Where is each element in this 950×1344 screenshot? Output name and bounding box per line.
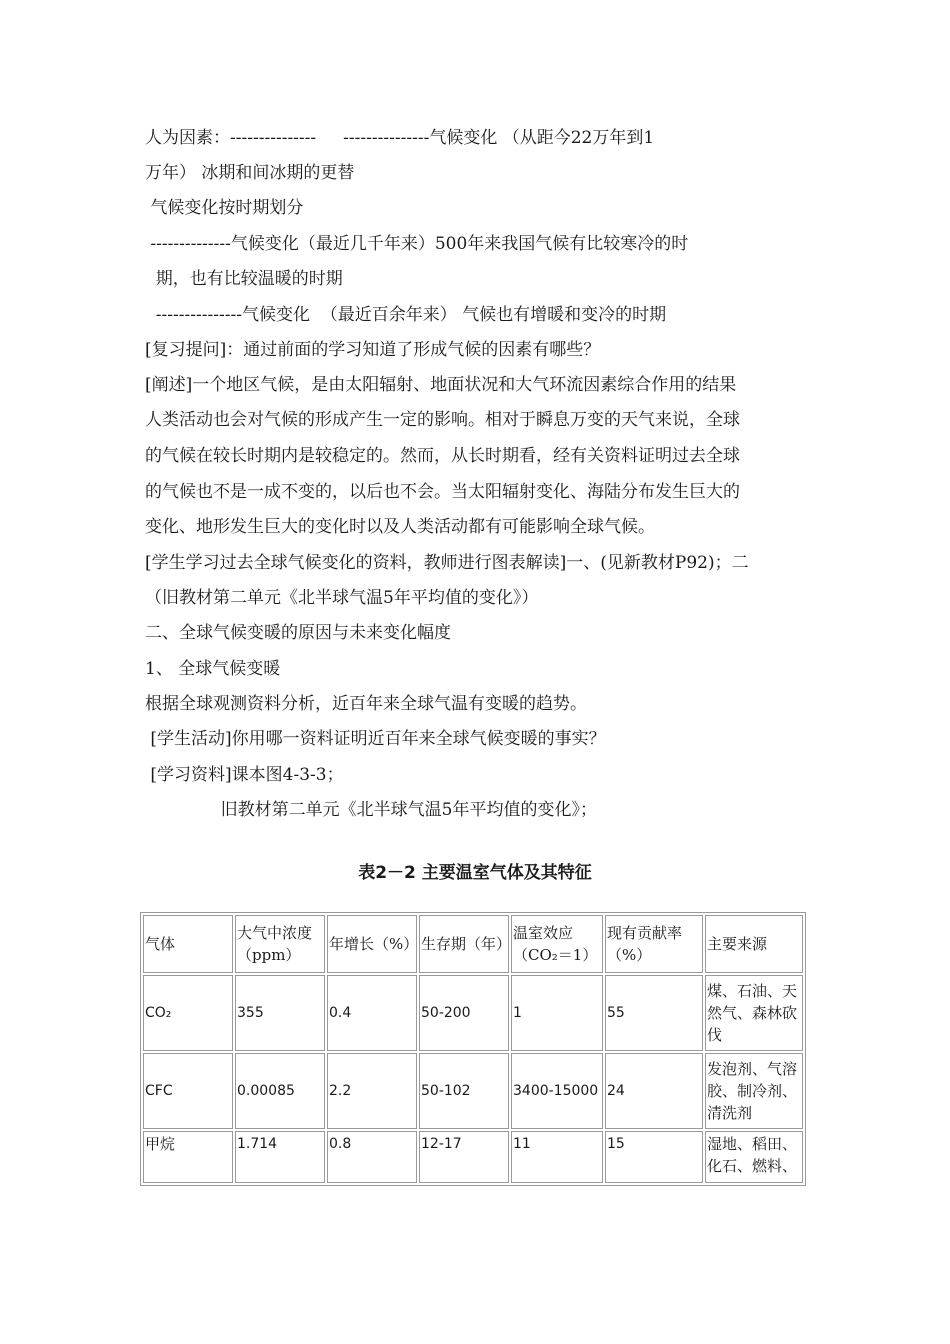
header-cell: 主要来源 (705, 915, 803, 973)
text-line: 变化、地形发生巨大的变化时以及人类活动都有可能影响全球气候。 (145, 517, 655, 537)
greenhouse-gas-table (140, 912, 806, 1186)
table-cell: CO₂ (143, 975, 233, 1051)
table-cell: 50-102 (419, 1053, 509, 1129)
text-line: 期，也有比较温暖的时期 (145, 269, 343, 289)
table-cell: 55 (605, 975, 703, 1051)
text-line: [学生学习过去全球气候变化的资料，教师进行图表解读]一、(见新教材P92)；二 (145, 553, 749, 573)
table-cell: 甲烷 (143, 1131, 233, 1183)
text-line: 气候变化按时期划分 (145, 198, 304, 218)
table-cell: 11 (511, 1131, 603, 1183)
section-heading: 二、全球气候变暖的原因与未来变化幅度 (145, 623, 451, 643)
text-line: ---------------气候变化 （最近百余年来） 气候也有增暖和变冷的时期 (145, 305, 667, 325)
text-line: 的气候也不是一成不变的，以后也不会。当太阳辐射变化、海陆分布发生巨大的 (145, 482, 740, 502)
table-cell: 2.2 (327, 1053, 417, 1129)
header-cell: 温室效应（CO₂＝1） (511, 915, 603, 973)
table-title: 表2－2 主要温室气体及其特征 (358, 863, 592, 883)
table-cell: 355 (235, 975, 325, 1051)
table-cell: 1 (511, 975, 603, 1051)
subsection-heading: 1、 全球气候变暖 (145, 659, 281, 679)
text-line: [学习资料]课本图4-3-3； (145, 765, 344, 785)
table-cell: 0.8 (327, 1131, 417, 1183)
text-line: （旧教材第二单元《北半球气温5年平均值的变化》） (145, 588, 539, 608)
text-line: 根据全球观测资料分析，近百年来全球气温有变暖的趋势。 (145, 694, 587, 714)
header-cell: 生存期（年） (419, 915, 509, 973)
table-header-row (143, 915, 803, 973)
table-cell: CFC (143, 1053, 233, 1129)
table-row (143, 1131, 803, 1183)
table-cell: 12-17 (419, 1131, 509, 1183)
table-cell: 1.714 (235, 1131, 325, 1183)
text-line: [阐述]一个地区气候，是由太阳辐射、地面状况和大气环流因素综合作用的结果 (145, 375, 737, 395)
table-cell: 24 (605, 1053, 703, 1129)
header-cell: 大气中浓度（ppm） (235, 915, 325, 973)
text-line: [复习提问]：通过前面的学习知道了形成气候的因素有哪些？ (145, 340, 601, 360)
text-line: [学生活动]你用哪一资料证明近百年来全球气候变暖的事实？ (145, 729, 606, 749)
table-cell: 3400-15000 (511, 1053, 603, 1129)
table-cell: 湿地、稻田、化石、燃料、 (705, 1131, 803, 1183)
header-cell: 现有贡献率（%） (605, 915, 703, 973)
table-cell: 发泡剂、气溶胶、制冷剂、清洗剂 (705, 1053, 803, 1129)
table-cell: 0.00085 (235, 1053, 325, 1129)
text-line: 的气候在较长时期内是较稳定的。然而，从长时期看，经有关资料证明过去全球 (145, 446, 740, 466)
table-cell: 15 (605, 1131, 703, 1183)
text-line: --------------气候变化（最近几千年来）500年来我国气候有比较寒冷的时 (145, 234, 689, 254)
header-cell: 年增长（%） (327, 915, 417, 973)
text-line: 万年） 冰期和间冰期的更替 (145, 163, 355, 183)
text-line: 人类活动也会对气候的形成产生一定的影响。相对于瞬息万变的天气来说，全球 (145, 410, 740, 430)
table-row (143, 1053, 803, 1129)
text-line: 旧教材第二单元《北半球气温5年平均值的变化》； (145, 800, 597, 820)
table-cell: 0.4 (327, 975, 417, 1051)
header-cell: 气体 (143, 915, 233, 973)
table-row (143, 975, 803, 1051)
table-cell: 50-200 (419, 975, 509, 1051)
table-cell: 煤、石油、天然气、森林砍伐 (705, 975, 803, 1051)
text-line: 人为因素：--------------- ---------------气候变化 （从距今22万年到1 (145, 128, 655, 148)
